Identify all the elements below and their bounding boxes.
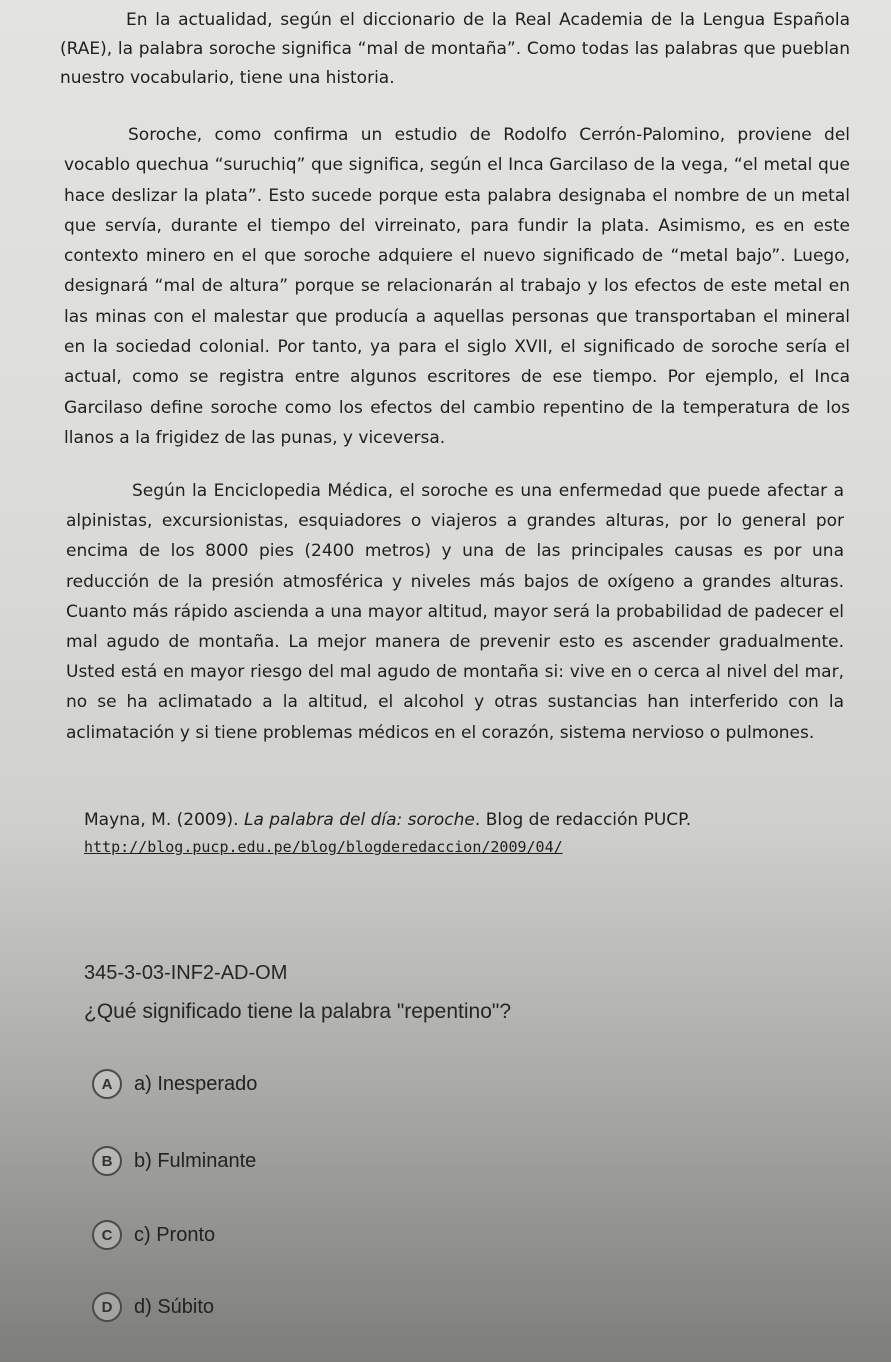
option-c-letter[interactable]: C	[92, 1220, 122, 1250]
paragraph-3: Según la Enciclopedia Médica, el soroche es una enfermedad que puede afectar a alpinistas, excursionistas, esquiadores o viajeros a grandes alturas, por lo general por encima de los 8000 pies (2400 metros) y una de las principales causas es por una reducción de la presión atmosférica y niveles más bajos de oxígeno a grandes alturas. Cuanto más rápido ascienda a una mayor altitud, mayor será la probabilidad de padecer el mal agudo de montaña. La mejor manera de prevenir esto es ascender gradualmente. Usted está en mayor riesgo del mal agudo de montaña si: vive en o cerca al nivel del mar, no se ha aclimatado a la altitud, el alcohol y otras sustancias han interferido con la aclimatación y si tiene problemas médicos en el corazón, sistema nervioso o pulmones.	[66, 481, 844, 743]
option-d-letter[interactable]: D	[92, 1292, 122, 1322]
option-a-letter[interactable]: A	[92, 1069, 122, 1099]
option-c-label: c) Pronto	[134, 1223, 216, 1246]
option-b-letter[interactable]: B	[92, 1146, 122, 1176]
question-code: 345-3-03-INF2-AD-OM	[84, 962, 288, 984]
reference-title: La palabra del día: soroche	[243, 810, 475, 830]
option-c[interactable]	[92, 1220, 215, 1250]
option-b[interactable]	[92, 1146, 256, 1176]
question-text: ¿Qué significado tiene la palabra "repentino"?	[84, 1000, 512, 1023]
option-a-label: a) Inesperado	[134, 1072, 258, 1095]
paragraph-1: En la actualidad, según el diccionario de la Real Academia de la Lengua Española (RAE), la palabra soroche significa “mal de montaña”. Como todas las palabras que pueblan nuestro vocabulario, tiene una historia.	[60, 10, 850, 88]
option-d[interactable]	[92, 1292, 214, 1322]
paragraph-2: Soroche, como confirma un estudio de Rodolfo Cerrón-Palomino, proviene del vocablo quechua “suruchiq” que significa, según el Inca Garcilaso de la vega, “el metal que hace deslizar la plata”. Esto sucede porque esta palabra designaba el nombre de un metal que servía, durante el tiempo del virreinato, para fundir la plata. Asimismo, es en este contexto minero en el que soroche adquiere el nuevo significado de “metal bajo”. Luego, designará “mal de altura” porque se relacionarán al trabajo y los efectos de este metal en las minas con el malestar que producía a aquellas personas que transportaban el mineral en la sociedad colonial. Por tanto, ya para el siglo XVII, el significado de soroche sería el actual, como se registra entre algunos escritores de ese tiempo. Por ejemplo, el Inca Garcilaso define soroche como los efectos del cambio repentino de la temperatura de los llanos a la frigidez de las punas, y viceversa.	[64, 125, 850, 448]
reference-url-link[interactable]: http://blog.pucp.edu.pe/blog/blogderedaccion/2009/04/	[84, 838, 563, 856]
reference-author: Mayna, M. (2009).	[84, 810, 244, 830]
reference-citation	[84, 810, 691, 830]
option-d-label: d) Súbito	[134, 1295, 215, 1318]
option-b-label: b) Fulminante	[134, 1149, 257, 1172]
reference-source: . Blog de redacción PUCP.	[474, 810, 692, 830]
option-a[interactable]	[92, 1069, 257, 1099]
